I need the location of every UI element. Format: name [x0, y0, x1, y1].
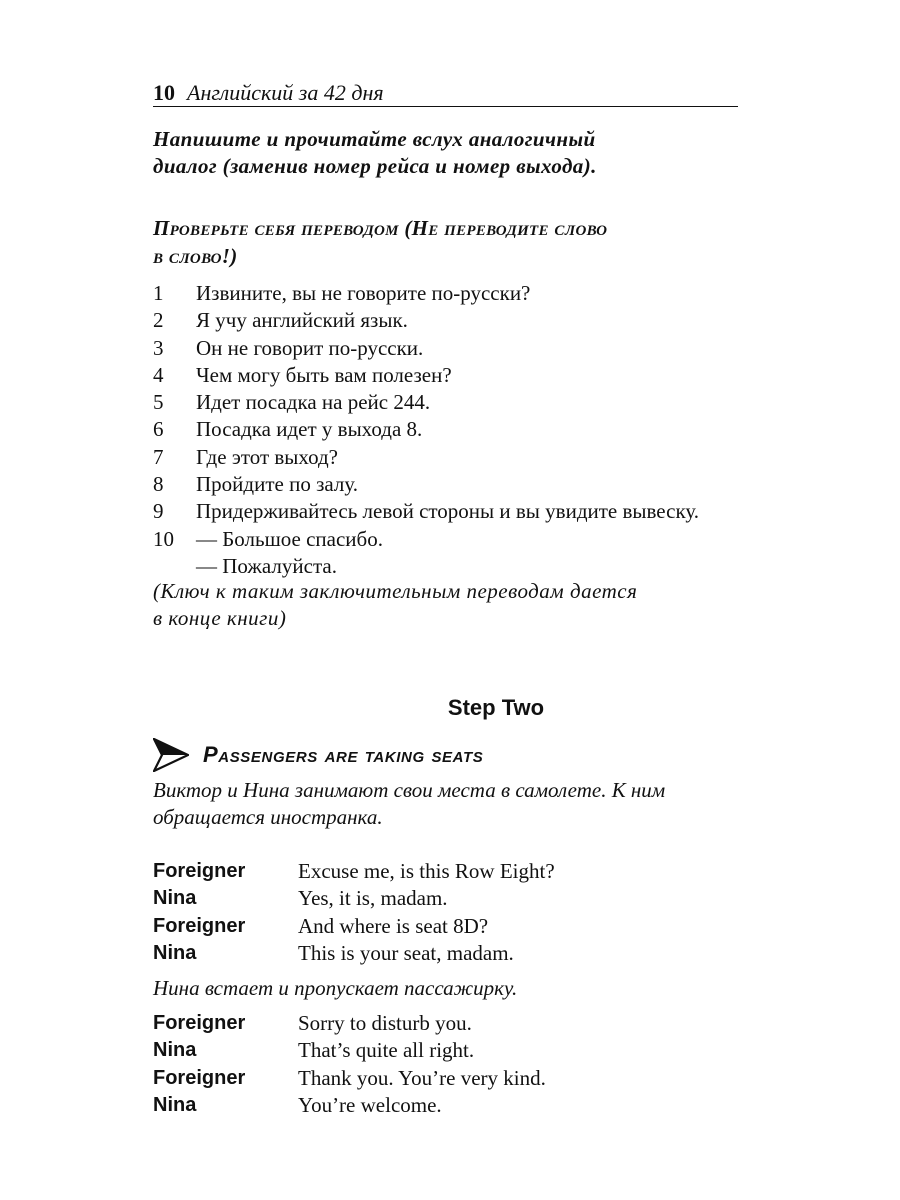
- instruction-line: диалог (заменив номер рейса и номер выхода).: [153, 154, 597, 178]
- check-yourself-heading: [153, 214, 743, 270]
- dialog-row: [153, 1065, 753, 1092]
- speaker-name: Foreigner: [153, 914, 246, 937]
- scene-line: обращается иностранка.: [153, 805, 383, 829]
- dialog-line: Sorry to disturb you.: [298, 1011, 472, 1035]
- item-text: Придерживайтесь левой стороны и вы увидите вывеску.: [196, 499, 700, 524]
- instruction-line: Напишите и прочитайте вслух аналогичный: [153, 127, 596, 151]
- item-text: Извините, вы не говорите по-русски?: [196, 281, 531, 305]
- dialog-block: [153, 1010, 753, 1119]
- book-title: Английский за 42 дня: [187, 80, 384, 105]
- list-item: [153, 498, 753, 525]
- item-number: 2: [153, 308, 164, 333]
- heading-line: в слово!): [153, 244, 238, 268]
- list-item: [153, 307, 753, 334]
- speaker-name: Foreigner: [153, 860, 246, 882]
- dialog-row: [153, 885, 753, 912]
- dialog-row: [153, 913, 753, 940]
- speaker-name: Nina: [153, 887, 197, 910]
- list-item: [153, 444, 753, 471]
- list-item: [153, 362, 753, 389]
- item-text: Я учу английский язык.: [196, 308, 408, 333]
- scene-line: Нина встает и пропускает пассажирку.: [153, 976, 518, 1000]
- list-item: [153, 471, 753, 498]
- item-text: Пройдите по залу.: [196, 472, 358, 497]
- item-number: 4: [153, 362, 164, 387]
- dialog-row: [153, 940, 753, 967]
- item-number: 7: [153, 444, 164, 469]
- list-item: [153, 280, 753, 307]
- running-header: [153, 80, 738, 107]
- dialog-line: That’s quite all right.: [298, 1038, 475, 1063]
- item-number: 8: [153, 472, 164, 497]
- note-line: (Ключ к таким заключительным переводам дается: [153, 579, 638, 603]
- note-line: в конце книги): [153, 606, 287, 630]
- list-item: [153, 389, 753, 416]
- item-text: Посадка идет у выхода 8.: [196, 417, 423, 442]
- item-text: — Большое спасибо.: [196, 526, 383, 551]
- dialog-line: And where is seat 8D?: [298, 913, 489, 938]
- item-number: 1: [153, 281, 164, 305]
- speaker-name: Foreigner: [153, 1066, 246, 1089]
- item-number: 9: [153, 499, 164, 524]
- scene-description: [153, 975, 743, 1002]
- step-title: Step Two: [447, 695, 545, 720]
- list-item: [153, 553, 753, 580]
- page-number: 10: [153, 80, 175, 105]
- speaker-name: Nina: [153, 941, 197, 964]
- key-note: [153, 578, 741, 632]
- item-reply-text: — Пожалуйста.: [196, 553, 337, 578]
- dialog-row: [153, 1010, 753, 1037]
- item-text: Где этот выход?: [196, 444, 339, 469]
- item-text: Чем могу быть вам полезен?: [196, 362, 452, 387]
- section-heading: [153, 735, 753, 775]
- item-text: Он не говорит по-русски.: [196, 335, 424, 360]
- dialog-block: [153, 858, 753, 967]
- instruction-text: [153, 126, 743, 180]
- item-number: 3: [153, 335, 164, 360]
- dialog-line: You’re welcome.: [298, 1092, 442, 1117]
- speaker-name: Nina: [153, 1039, 197, 1062]
- scene-line: Виктор и Нина занимают свои места в самолете. К ним: [153, 778, 666, 802]
- speaker-name: Nina: [153, 1093, 197, 1116]
- dialog-line: Excuse me, is this Row Eight?: [298, 859, 555, 883]
- dialog-row: [153, 858, 753, 885]
- speaker-name: Foreigner: [153, 1012, 246, 1034]
- section-title: Passengers are taking seats: [203, 742, 484, 767]
- dialog-line: Thank you. You’re very kind.: [298, 1065, 546, 1090]
- scene-description: [153, 777, 743, 831]
- item-text: Идет посадка на рейс 244.: [196, 390, 431, 415]
- dialog-row: [153, 1037, 753, 1064]
- item-number: 6: [153, 417, 164, 442]
- heading-line: Проверьте себя переводом (Не переводите слово: [153, 216, 608, 240]
- dialog-line: Yes, it is, madam.: [298, 886, 448, 911]
- dialog-line: This is your seat, madam.: [298, 940, 514, 965]
- item-number: 10: [153, 526, 174, 551]
- item-number: 5: [153, 390, 164, 415]
- list-item: [153, 526, 753, 553]
- list-item: [153, 335, 753, 362]
- arrow-right-icon: [153, 738, 189, 772]
- list-item: [153, 416, 753, 443]
- translation-exercise-list: [153, 280, 753, 580]
- dialog-row: [153, 1092, 753, 1119]
